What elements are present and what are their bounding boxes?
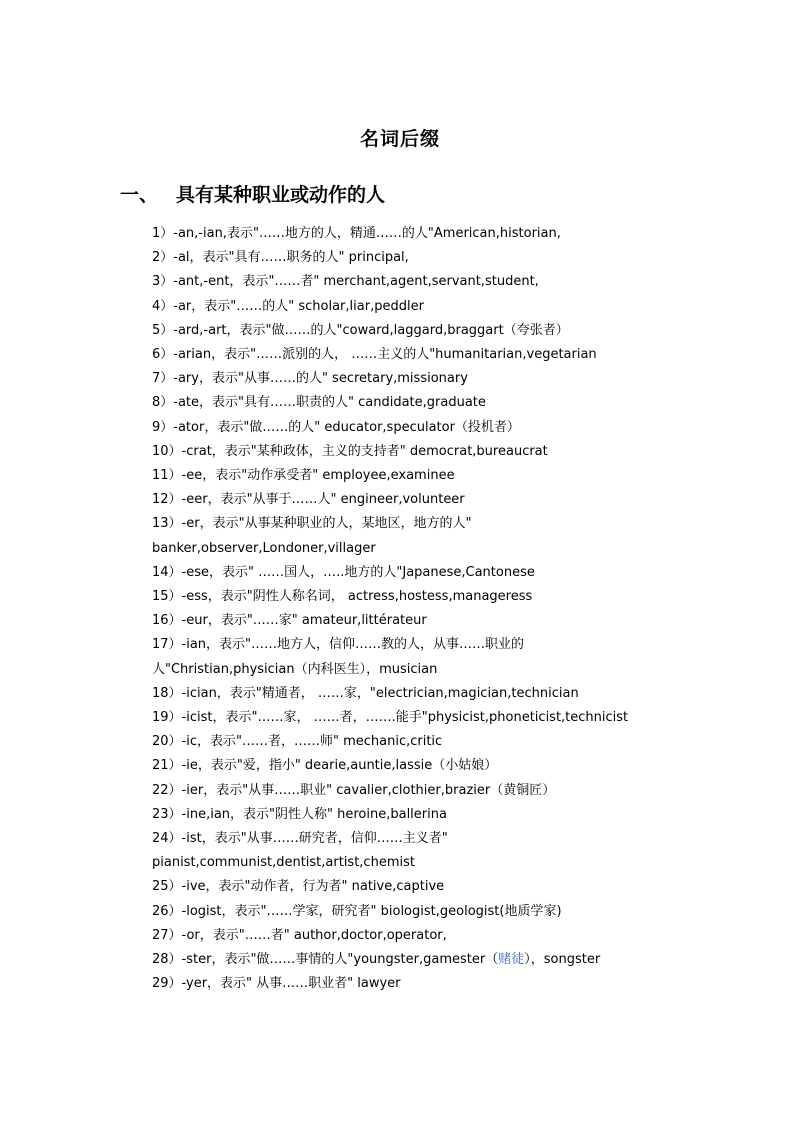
list-item: 21）-ie，表示"爱，指小" dearie,auntie,lassie（小姑娘） <box>152 758 498 774</box>
list-item: 18）-ician，表示"精通者， ……家，"electrician,magician,technician <box>152 685 579 701</box>
list-item: 25）-ive，表示"动作者，行为者" native,captive <box>152 879 445 895</box>
list-item: 22）-ier，表示"从事……职业" cavalier,clothier,brazier（黄铜匠） <box>152 782 556 798</box>
list-item: 6）-arian，表示"……派别的人， ……主义的人"humanitarian,vegetarian <box>152 347 597 363</box>
list-item: 3）-ant,-ent，表示"……者" merchant,agent,servant,student, <box>152 274 539 290</box>
list-item: 13）-er，表示"从事某种职业的人，某地区，地方的人" <box>152 516 472 532</box>
list-item: 11）-ee，表示"动作承受者" employee,examinee <box>152 468 455 484</box>
list-item: 19）-icist，表示"……家， ……者，…….能手"physicist,phoneticist,technicist <box>152 710 629 726</box>
highlighted-word: 赌徒 <box>498 952 525 968</box>
list-item: 9）-ator，表示"做……的人" educator,speculator（投机者） <box>152 419 520 435</box>
section-number: 一、 <box>120 184 159 206</box>
list-item-continuation: banker,observer,Londoner,villager <box>152 540 376 556</box>
list-item: 20）-ic，表示"……者，……师" mechanic,critic <box>152 734 443 750</box>
list-item: 14）-ese，表示" ……国人，…..地方的人"Japanese,Cantonese <box>152 564 535 580</box>
section-heading <box>120 180 385 207</box>
list-item: 27）-or，表示"……者" author,doctor,operator, <box>152 927 447 943</box>
list-item: 10）-crat，表示"某种政体，主义的支持者" democrat,bureaucrat <box>152 443 548 459</box>
list-item: 1）-an,-ian,表示"……地方的人，精通……的人"American,historian, <box>152 226 561 241</box>
suffix-list <box>152 222 772 997</box>
list-item: 8）-ate，表示"具有……职责的人" candidate,graduate <box>152 395 486 411</box>
list-item: 24）-ist，表示"从事……研究者，信仰……主义者" <box>152 831 448 847</box>
list-item: 15）-ess，表示"阴性人称名词， actress,hostess,manageress <box>152 589 533 605</box>
list-item-continuation: pianist,communist,dentist,artist,chemist <box>152 855 415 871</box>
list-item: 16）-eur，表示"……家" amateur,littérateur <box>152 613 427 629</box>
section-title: 具有某种职业或动作的人 <box>176 184 386 206</box>
document-title: 名词后缀 <box>359 128 440 150</box>
list-item: 7）-ary，表示"从事……的人" secretary,missionary <box>152 371 468 387</box>
list-item: 26）-logist，表示"……学家，研究者" biologist,geologist(地质学家) <box>152 903 562 919</box>
list-item: 29）-yer，表示" 从事……职业者" lawyer <box>152 976 401 992</box>
entry-text: 28）-ster，表示"做……事情的人"youngster,gamester（ <box>152 952 499 968</box>
entry-text: ），songster <box>524 952 601 968</box>
list-item: 12）-eer，表示"从事于……人" engineer,volunteer <box>152 492 465 508</box>
list-item: 23）-ine,ian，表示"阴性人称" heroine,ballerina <box>152 806 447 822</box>
list-item <box>152 948 772 972</box>
list-item: 17）-ian，表示"……地方人，信仰……教的人，从事……职业的 <box>152 637 525 653</box>
list-item: 5）-ard,-art，表示"做……的人"coward,laggard,braggart（夸张者） <box>152 322 569 338</box>
list-item: 2）-al，表示"具有……职务的人" principal, <box>152 250 409 266</box>
list-item-continuation: 人"Christian,physician（内科医生），musician <box>152 661 438 677</box>
list-item: 4）-ar，表示"……的人" scholar,liar,peddler <box>152 298 424 314</box>
